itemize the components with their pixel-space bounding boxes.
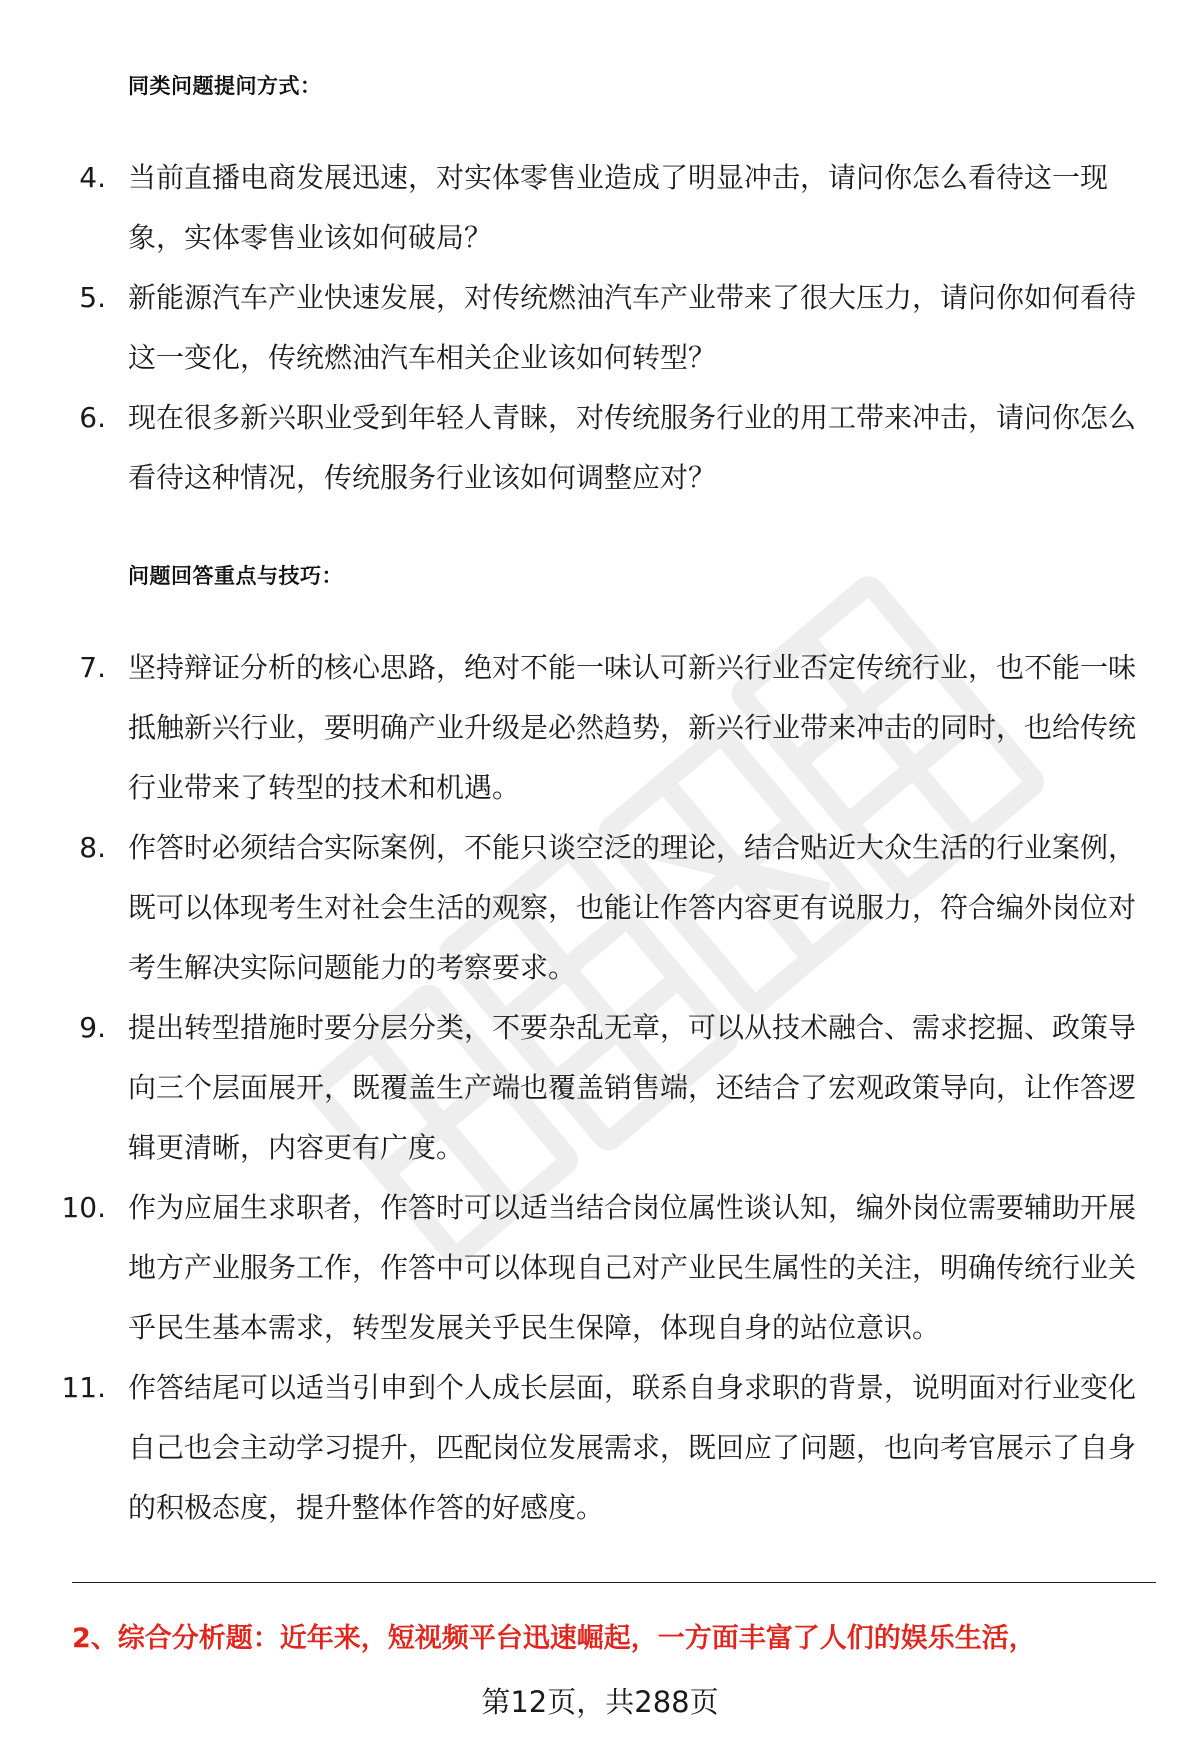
list-item-number: 10. xyxy=(61,1191,106,1224)
list-item-number: 7. xyxy=(79,651,106,684)
list-item-number: 5. xyxy=(79,281,106,314)
list-item xyxy=(0,1358,1200,1538)
similar-questions-list xyxy=(0,148,1200,508)
list-item-text: 当前直播电商发展迅速，对实体零售业造成了明显冲击，请问你怎么看待这一现象，实体零售业该如何破局？ xyxy=(128,161,1109,254)
list-item-text: 提出转型措施时要分层分类，不要杂乱无章，可以从技术融合、需求挖掘、政策导向三个层面展开，既覆盖生产端也覆盖销售端，还结合了宏观政策导向，让作答逻辑更清晰，内容更有广度。 xyxy=(128,1011,1137,1164)
list-item xyxy=(0,268,1200,388)
list-item xyxy=(0,818,1200,998)
list-item xyxy=(0,1178,1200,1358)
list-item-text: 作答时必须结合实际案例，不能只谈空泛的理论，结合贴近大众生活的行业案例，既可以体现考生对社会生活的观察，也能让作答内容更有说服力，符合编外岗位对考生解决实际问题能力的考察要求。 xyxy=(128,831,1137,984)
list-item-number: 6. xyxy=(79,401,106,434)
list-item-text: 新能源汽车产业快速发展，对传统燃油汽车产业带来了很大压力，请问你如何看待这一变化，传统燃油汽车相关企业该如何转型？ xyxy=(128,281,1137,374)
section-divider xyxy=(72,1582,1156,1583)
list-item xyxy=(0,148,1200,268)
list-item xyxy=(0,998,1200,1178)
list-item xyxy=(0,638,1200,818)
list-item-number: 4. xyxy=(79,161,106,194)
answer-tips-list xyxy=(0,638,1200,1538)
list-item-number: 8. xyxy=(79,831,106,864)
list-item-number: 9. xyxy=(79,1011,106,1044)
list-item-text: 作答结尾可以适当引申到个人成长层面，联系自身求职的背景，说明面对行业变化自己也会主动学习提升，匹配岗位发展需求，既回应了问题，也向考官展示了自身的积极态度，提升整体作答的好感度。 xyxy=(128,1371,1137,1524)
answer-tips-heading: 问题回答重点与技巧： xyxy=(128,564,343,588)
list-item-text: 作为应届生求职者，作答时可以适当结合岗位属性谈认知，编外岗位需要辅助开展地方产业服务工作，作答中可以体现自己对产业民生属性的关注，明确传统行业关乎民生基本需求，转型发展关乎民生保障，体现自身的站位意识。 xyxy=(128,1191,1137,1344)
list-item-text: 坚持辩证分析的核心思路，绝对不能一味认可新兴行业否定传统行业，也不能一味抵触新兴行业，要明确产业升级是必然趋势，新兴行业带来冲击的同时，也给传统行业带来了转型的技术和机遇。 xyxy=(128,651,1137,804)
list-item-text: 现在很多新兴职业受到年轻人青睐，对传统服务行业的用工带来冲击，请问你怎么看待这种情况，传统服务行业该如何调整应对？ xyxy=(128,401,1137,494)
list-item-number: 11. xyxy=(61,1371,106,1404)
page-number: 第12页，共288页 xyxy=(481,1685,719,1719)
list-item xyxy=(0,388,1200,508)
similar-questions-heading: 同类问题提问方式： xyxy=(128,74,322,98)
next-question-heading: 2、综合分析题：近年来，短视频平台迅速崛起，一方面丰富了人们的娱乐生活， xyxy=(72,1623,1036,1654)
